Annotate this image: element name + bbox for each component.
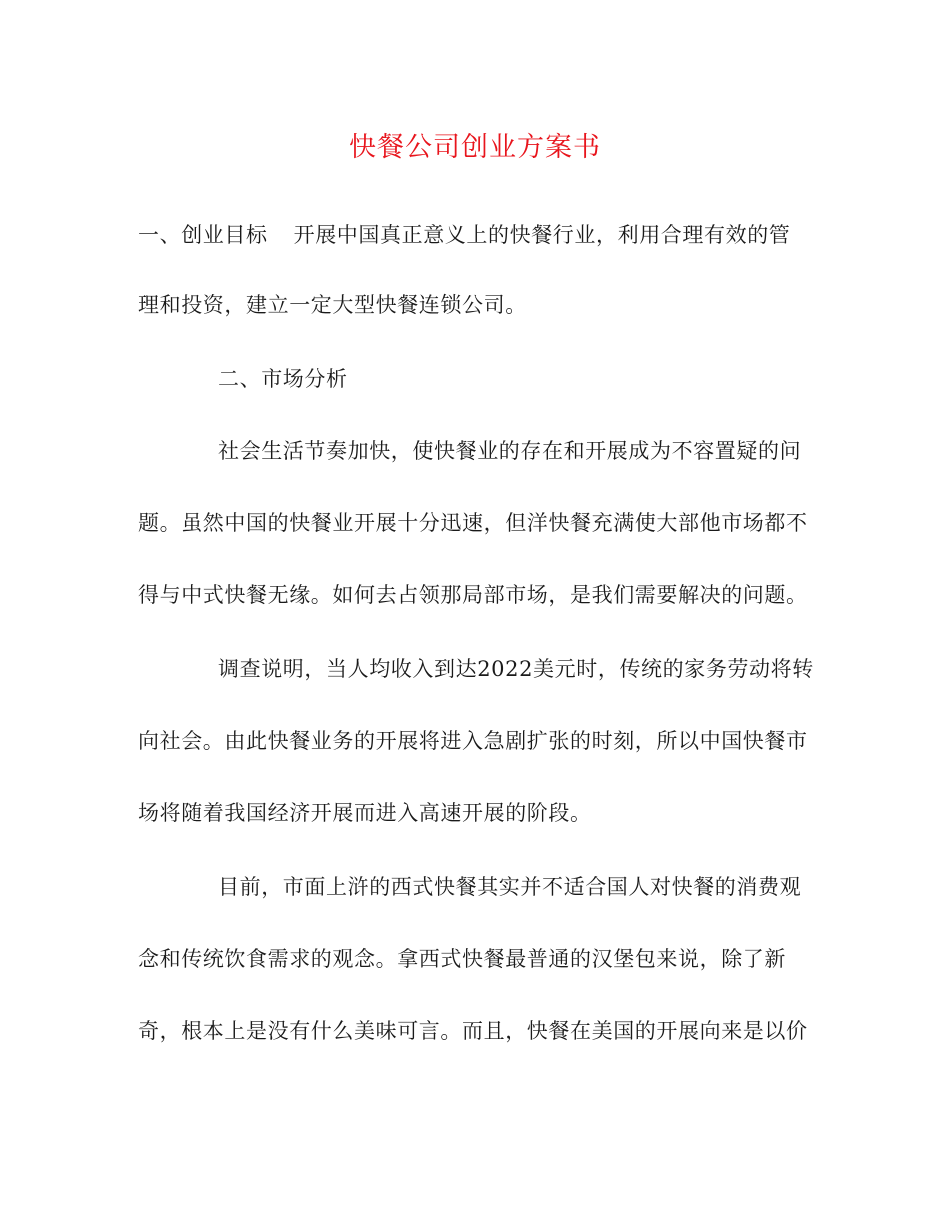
paragraph-3-line-2: 念和传统饮食需求的观念。拿西式快餐最普通的汉堡包来说，除了新: [138, 947, 786, 971]
paragraph-2-line-2: 向社会。由此快餐业务的开展将进入急剧扩张的时刻，所以中国快餐市: [138, 729, 808, 753]
section1-line-1: [138, 220, 818, 250]
section1-text-1: 开展中国真正意义上的快餐行业，利用合理有效的管: [293, 223, 791, 247]
paragraph-2-line-1: 调查说明，当人均收入到达2022美元时，传统的家务劳动将转: [218, 657, 814, 681]
paragraph-1-line-3: 得与中式快餐无缘。如何去占领那局部市场，是我们需要解决的问题。: [138, 583, 808, 607]
section1-line-2: 理和投资，建立一定大型快餐连锁公司。: [138, 293, 527, 317]
paragraph-3-line-1: 目前，市面上浒的西式快餐其实并不适合国人对快餐的消费观: [218, 875, 802, 899]
paragraph-1-line-1: 社会生活节奏加快，使快餐业的存在和开展成为不容置疑的问: [218, 439, 802, 463]
section2-heading: 二、市场分析: [218, 367, 348, 391]
paragraph-2-line-3: 场将随着我国经济开展而进入高速开展的阶段。: [138, 801, 592, 825]
document-title: 快餐公司创业方案书: [349, 132, 601, 163]
paragraph-3-line-3: 奇，根本上是没有什么美味可言。而且，快餐在美国的开展向来是以价: [138, 1019, 808, 1043]
paragraph-1-line-2: 题。虽然中国的快餐业开展十分迅速，但洋快餐充满使大部他市场都不: [138, 511, 808, 535]
section1-heading: 一、创业目标: [138, 223, 268, 247]
